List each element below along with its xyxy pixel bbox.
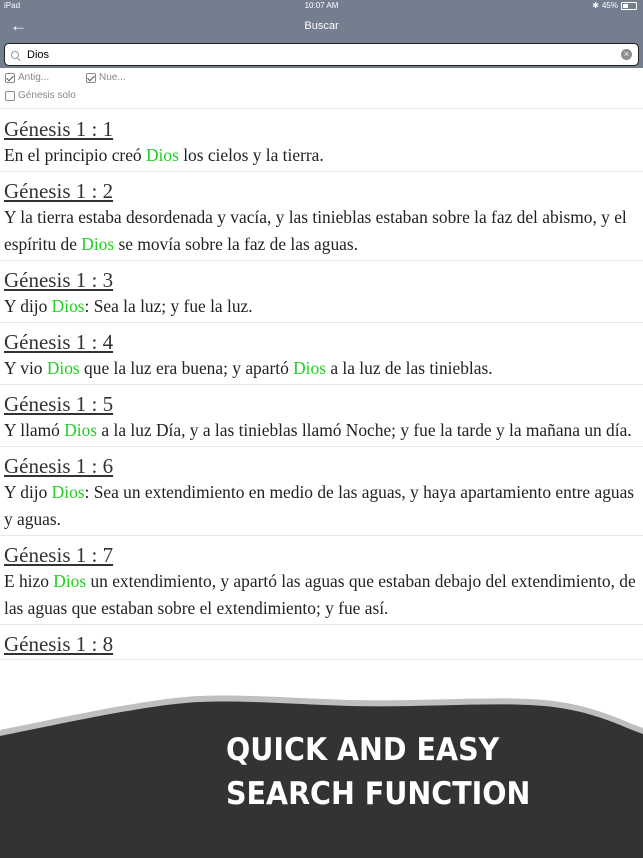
verse-result[interactable] — [0, 447, 643, 536]
status-right — [592, 0, 637, 12]
verse-text — [0, 417, 643, 444]
verse-reference[interactable]: Génesis 1 : 3 — [4, 268, 114, 292]
verse-reference[interactable]: Génesis 1 : 1 — [4, 117, 114, 141]
verse-result[interactable] — [0, 625, 643, 660]
search-highlight: Dios — [293, 358, 326, 378]
nav-bar — [0, 12, 643, 40]
verse-text — [0, 355, 643, 382]
verse-result[interactable] — [0, 261, 643, 323]
verse-text-segment: un extendimiento, y apartó las aguas que estaban debajo del extendimiento, de las aguas que estaban sobre el extendimiento; y fue así. — [4, 571, 636, 618]
clear-icon[interactable]: × — [621, 49, 632, 60]
battery-icon — [621, 2, 637, 10]
banner-line-2: SEARCH FUNCTION — [226, 776, 531, 812]
verse-text-segment: En el principio creó — [4, 145, 146, 165]
old-testament-label: Antig... — [18, 72, 50, 83]
verse-text-segment: E hizo — [4, 571, 54, 591]
verse-text — [0, 479, 643, 533]
verse-result[interactable] — [0, 536, 643, 625]
verse-text-segment: Y dijo — [4, 482, 52, 502]
old-testament-filter[interactable] — [5, 72, 49, 83]
device-label: iPad — [4, 1, 21, 10]
search-icon — [11, 51, 19, 59]
verse-reference[interactable]: Génesis 1 : 7 — [4, 543, 114, 567]
verse-text — [0, 142, 643, 169]
verse-text — [0, 568, 643, 622]
search-bar — [0, 40, 643, 68]
search-input[interactable] — [27, 47, 607, 63]
status-time: 10:07 AM — [304, 1, 339, 10]
old-testament-checkbox[interactable] — [5, 73, 15, 83]
verse-text-segment: a la luz Día, y a las tinieblas llamó Noche; y fue la tarde y la mañana un día. — [97, 420, 632, 440]
verse-reference[interactable]: Génesis 1 : 2 — [4, 179, 114, 203]
search-highlight: Dios — [64, 420, 98, 440]
back-arrow-icon[interactable]: ← — [10, 16, 27, 35]
verse-text-segment: Y llamó — [4, 420, 65, 440]
verse-text-segment: que la luz era buena; y apartó — [79, 358, 294, 378]
verse-text-segment: los cielos y la tierra. — [178, 145, 324, 165]
filter-panel — [0, 68, 643, 109]
new-testament-label: Nue... — [99, 72, 126, 83]
verse-reference[interactable]: Génesis 1 : 8 — [4, 632, 114, 656]
verse-text-segment: Y la tierra estaba desordenada y vacía, y las tinieblas estaban sobre la faz del abismo, y el espíritu de — [4, 207, 627, 254]
verse-result[interactable] — [0, 172, 643, 261]
verse-result[interactable] — [0, 385, 643, 447]
search-highlight: Dios — [145, 145, 179, 165]
search-highlight: Dios — [46, 358, 80, 378]
search-highlight: Dios — [51, 296, 85, 316]
verse-text — [0, 204, 643, 258]
new-testament-checkbox[interactable] — [86, 73, 96, 83]
verse-text-segment: : Sea la luz; y fue la luz. — [84, 296, 253, 316]
banner-headline — [226, 728, 610, 816]
search-highlight: Dios — [81, 234, 115, 254]
genesis-only-checkbox[interactable] — [5, 91, 15, 101]
genesis-only-filter[interactable] — [5, 90, 76, 101]
battery-percent: 45% — [601, 1, 618, 10]
new-testament-filter[interactable] — [86, 72, 126, 83]
verse-text-segment: Y dijo — [4, 296, 52, 316]
verse-result[interactable] — [0, 110, 643, 172]
verse-text-segment: a la luz de las tinieblas. — [325, 358, 493, 378]
bluetooth-icon: ✱ — [592, 1, 599, 10]
verse-reference[interactable]: Génesis 1 : 6 — [4, 454, 114, 478]
verse-result[interactable] — [0, 323, 643, 385]
search-highlight: Dios — [51, 482, 85, 502]
verse-text-segment: Y vio — [4, 358, 47, 378]
verse-text-segment: : Sea un extendimiento en medio de las aguas, y haya apartamiento entre aguas y aguas. — [4, 482, 635, 529]
banner-line-1: QUICK AND EASY — [226, 732, 500, 768]
verse-reference[interactable]: Génesis 1 : 5 — [4, 392, 114, 416]
genesis-only-label: Génesis solo — [18, 90, 76, 101]
status-bar — [0, 0, 643, 12]
verse-reference[interactable]: Génesis 1 : 4 — [4, 330, 114, 354]
results-list — [0, 110, 643, 660]
search-field[interactable] — [4, 43, 639, 66]
search-highlight: Dios — [53, 571, 87, 591]
page-title: Buscar — [304, 20, 339, 32]
verse-text-segment: se movía sobre la faz de las aguas. — [114, 234, 359, 254]
verse-text — [0, 293, 643, 320]
